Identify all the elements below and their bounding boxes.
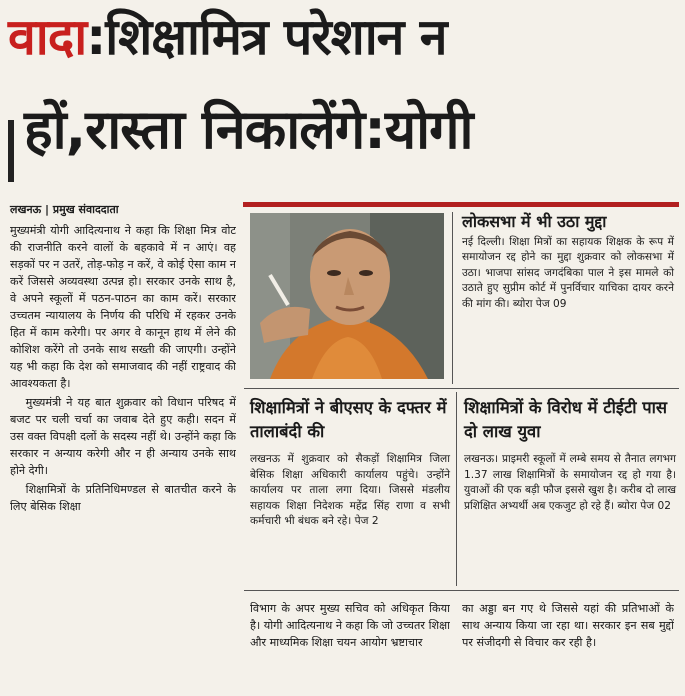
box-bsa-title: शिक्षामित्रों ने बीएसए के दफ्तर में तालाबंदी की	[250, 398, 447, 441]
headline-line1-rest: :शिक्षामित्र परेशान न	[86, 8, 447, 66]
divider-photo-box	[452, 212, 453, 384]
section-rule	[243, 202, 679, 207]
box-loksabha-title: लोकसभा में भी उठा मुद्दा	[462, 212, 607, 231]
column-mark	[8, 120, 14, 182]
headline-line-1	[8, 8, 678, 66]
divider-boxes-top	[244, 388, 679, 389]
box-loksabha	[462, 213, 674, 312]
portrait-illustration	[250, 213, 444, 379]
portrait-photo	[250, 213, 444, 379]
headline-prefix: वादा	[8, 8, 87, 66]
divider-lower-boxes	[456, 392, 457, 586]
box-bsa	[250, 396, 450, 530]
box-tet-title: शिक्षामित्रों के विरोध में टीईटी पास दो लाख युवा	[464, 398, 668, 441]
box-tet	[464, 396, 676, 514]
main-story-paragraph-1: मुख्यमंत्री योगी आदित्यनाथ ने कहा कि शिक्षा मित्र वोट की राजनीति करने वालों के बहकावे में न आएं। वह सड़कों पर न उतरें, तोड़-फोड़ न करें, वे कोई ऐसा काम न करें जिससे अव्यवस्था उत्पन्न हो। सरकार उनके साथ है, वे अपने स्कूलों में पठन-पाठन का काम करें। सरकार उच्चतम न्यायालय के निर्णय की परिधि में रहकर उनके हित में काम करेगी। पर अगर वे कानून हाथ में लेने की कोशिश करेंगे तो उनके साथ सख्ती की जाएगी। उन्होंने यह भी कहा कि देश को समाजवाद की नहीं राष्ट्रवाद की आवश्यकता है।	[10, 224, 236, 390]
byline: लखनऊ | प्रमुख संवाददाता	[10, 203, 119, 216]
main-story-column-3: का अड्डा बन गए थे जिससे यहां की प्रतिभाओं के साथ अन्याय किया जा रहा था। सरकार इन सब मुद्दों पर संजीदगी से विचार कर रही है।	[462, 602, 674, 649]
box-tet-body: लखनऊ। प्राइमरी स्कूलों में लम्बे समय से तैनात लगभग 1.37 लाख शिक्षामित्रों के समायोजन रद्द हो गया है। युवाओं की एक बड़ी फौज इससे खुश है। करीब दो लाख प्रशिक्षित अभ्यर्थी अब एकजुट हो रहे हैं। ब्योरा पेज 02	[464, 453, 676, 512]
box-loksabha-body: नई दिल्ली। शिक्षा मित्रों का सहायक शिक्षक के रूप में समायोजन रद्द होने का मुद्दा शुक्रवार को लोकसभा में उठा। भाजपा सांसद जगदंबिका पाल ने इस मामले को उठाते हुए सुप्रीम कोर्ट में पुनर्विचार याचिका दायर करने की मांग की। ब्योरा पेज 09	[462, 235, 674, 310]
headline-line-2: हों,रास्ता निकालेंगे:योगी	[24, 98, 473, 161]
main-story-column-2: विभाग के अपर मुख्य सचिव को अधिकृत किया है। योगी आदित्यनाथ ने कहा कि जो उच्चतर शिक्षा और माध्यमिक शिक्षा चयन आयोग भ्रष्टाचार	[250, 602, 450, 649]
main-story-paragraph-3: शिक्षामित्रों के प्रतिनिधिमण्डल से बातचीत करने के लिए बेसिक शिक्षा	[10, 483, 236, 513]
divider-boxes-bottom	[244, 590, 679, 591]
main-story-paragraph-2: मुख्यमंत्री ने यह बात शुक्रवार को विधान परिषद में बजट पर चली चर्चा का जवाब देते हुए कही। सदन में उस वक्त विपक्षी दलों के सदस्य नहीं थे। उन्होंने कहा कि सरकार न अन्याय करेगी और न ही अन्याय उनके साथ होने देगी।	[10, 396, 236, 477]
box-bsa-body: लखनऊ में शुक्रवार को सैकड़ों शिक्षामित्र जिला बेसिक शिक्षा अधिकारी कार्यालय पहुंचे। उन्होंने कार्यालय पर ताला लगा दिया। जिससे मंडलीय सहायक शिक्षा निदेशक महेंद्र सिंह राणा व सभी कर्मचारी भी बंधक बने रहे। पेज 2	[250, 453, 450, 527]
main-story-column-1	[10, 222, 236, 690]
